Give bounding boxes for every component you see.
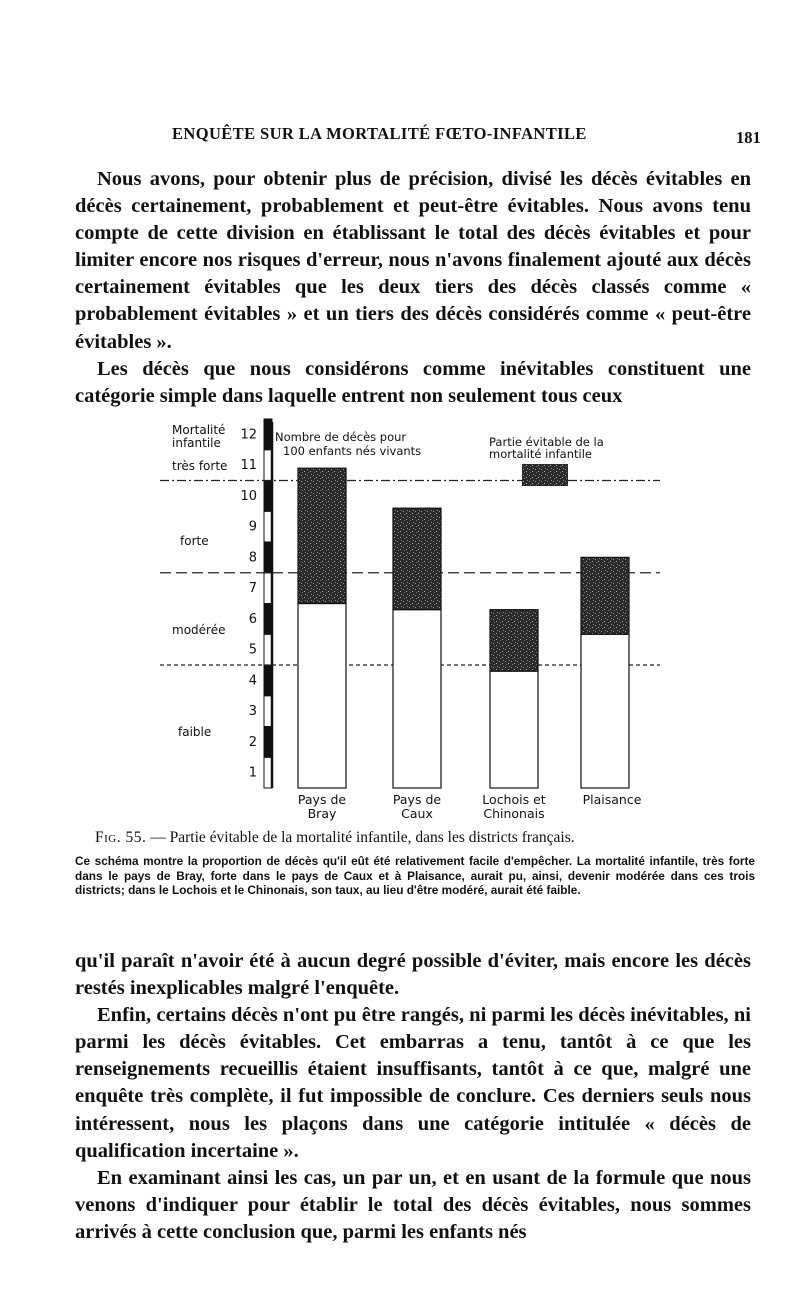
y-tick-label: 5 (248, 642, 257, 658)
figure-note: Ce schéma montre la proportion de décès qu'il eût été relativement facile d'empêcher. La mortalité infantile, très forte dans le pays de Bray, forte dans le pays de Caux et à Plaisance, aurait pu, ainsi, devenir modérée dans ces trois districts; dans le Lochois et le Chinonais, son taux, au lieu d'être modéré, aurait été faible. (75, 854, 755, 897)
chart-title-line1: Nombre de décès pour (275, 430, 407, 444)
category-label-lochois-1: Lochois et (482, 792, 546, 807)
paragraph: qu'il paraît n'avoir été à aucun degré possible d'éviter, mais encore les décès restés inexplicables malgré l'enquête. (75, 950, 751, 1000)
y-tick-label: 12 (240, 427, 257, 443)
y-axis-label-line2: infantile (172, 436, 221, 450)
legend-swatch (522, 464, 568, 486)
category-label-plaisance: Plaisance (582, 792, 642, 807)
bars-group (298, 468, 629, 788)
figure-title: — Partie évitable de la mortalité infantile, dans les districts français. (150, 829, 575, 846)
paragraph: Nous avons, pour obtenir plus de précision, divisé les décès évitables en décès certainement, probablement et peut-être évitables. Nous avons tenu compte de cette division en établissant le total des décès évitables et pour limiter encore nos risques d'erreur, nous n'avons finalement ajouté aux décès certainement évitables que les deux tiers des décès classés comme « probablement évitables » et un tiers des décès considérés comme « peut-être évitables ». (75, 168, 751, 353)
legend-label-line1: Partie évitable de la (489, 435, 604, 449)
paragraph: Les décès que nous considérons comme inévitables constituent une catégorie simple dans laquelle entrent non seulement tous ceux (75, 357, 751, 407)
category-label-caux-1: Pays de (392, 792, 442, 807)
y-tick-label: 8 (248, 550, 257, 566)
legend (489, 435, 604, 486)
zone-label-very-high: très forte (172, 459, 228, 473)
y-tick-label: 6 (248, 611, 257, 627)
zone-label-high: forte (180, 534, 209, 548)
y-tick-label: 1 (248, 765, 257, 781)
zone-label-moderate: modérée (172, 623, 226, 637)
chart-title-line2: 100 enfants nés vivants (283, 444, 422, 458)
running-head: ENQUÊTE SUR LA MORTALITÉ FŒTO-INFANTILE (172, 124, 587, 143)
y-tick-label: 7 (248, 581, 257, 597)
y-scale-bar (240, 419, 272, 788)
body-text-bottom (75, 948, 751, 1246)
zone-label-low: faible (178, 725, 212, 739)
bar-unavoidable-segment (393, 610, 441, 788)
y-axis-label-line1: Mortalité (172, 423, 226, 437)
bar-avoidable-segment (393, 508, 441, 609)
bar-unavoidable-segment (298, 604, 346, 789)
page-number: 181 (736, 128, 761, 147)
figure-caption (95, 829, 755, 847)
paragraph: Enfin, certains décès n'ont pu être rangés, ni parmi les décès inévitables, ni parmi les décès évitables. Cet embarras a tenu, tantôt à ce que les renseignements recueillis étaient insuffisants, tantôt à ce que, malgré une enquête très complète, il fut impossible de conclure. Ces derniers seuls nous intéressent, nous les plaçons dans une catégorie intitulée « décès de qualification incertaine ». (75, 1004, 751, 1162)
y-tick-label: 9 (248, 519, 257, 535)
bar-avoidable-segment (581, 557, 629, 634)
y-tick-label: 4 (248, 673, 257, 689)
bar-unavoidable-segment (581, 634, 629, 788)
y-tick-label: 11 (240, 458, 257, 474)
bar-unavoidable-segment (490, 671, 538, 788)
category-label-lochois-2: Chinonais (483, 806, 545, 821)
y-tick-label: 3 (248, 704, 257, 720)
y-tick-label: 10 (240, 488, 257, 504)
category-label-bray-2: Bray (307, 806, 337, 821)
paragraph: En examinant ainsi les cas, un par un, et en usant de la formule que nous venons d'indiquer pour établir le total des décès évitables, nous sommes arrivés à cette conclusion que, parmi les enfants nés (75, 1166, 751, 1243)
figure-label: Fig. 55. (95, 829, 147, 846)
category-label-bray-1: Pays de (297, 792, 347, 807)
bar-avoidable-segment (298, 468, 346, 603)
category-label-caux-2: Caux (401, 806, 433, 821)
legend-label-line2: mortalité infantile (489, 447, 592, 461)
bar-avoidable-segment (490, 610, 538, 672)
y-tick-label: 2 (248, 734, 257, 750)
